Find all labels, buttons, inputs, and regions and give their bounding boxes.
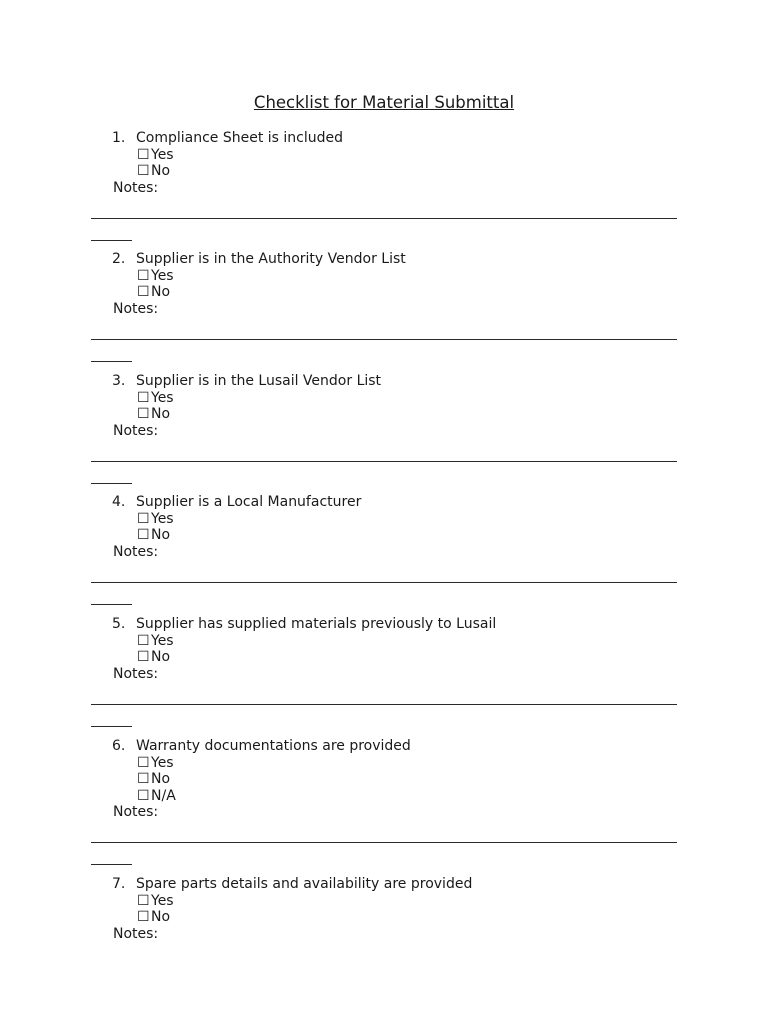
option-label: No: [151, 163, 171, 179]
item-number: 4.: [112, 494, 126, 510]
option-label: No: [151, 406, 171, 422]
option-no[interactable]: [137, 771, 170, 788]
notes-line-continuation[interactable]: [91, 604, 132, 605]
option-yes[interactable]: [137, 147, 174, 164]
item-number: 6.: [112, 738, 126, 754]
item-question: Warranty documentations are provided: [136, 738, 411, 754]
option-n-a[interactable]: [137, 788, 176, 805]
option-label: No: [151, 649, 171, 665]
option-label: Yes: [151, 754, 174, 771]
item-question: Spare parts details and availability are provided: [136, 876, 473, 892]
notes-line-continuation[interactable]: [91, 240, 132, 241]
checkbox-icon[interactable]: ☐: [137, 389, 150, 406]
item-question: Compliance Sheet is included: [136, 130, 344, 146]
item-question: Supplier is in the Lusail Vendor List: [136, 373, 382, 389]
item-number: 1.: [112, 130, 126, 146]
checkbox-icon[interactable]: ☐: [137, 909, 150, 925]
option-yes[interactable]: [137, 893, 174, 910]
option-no[interactable]: [137, 649, 170, 666]
notes-label: Notes:: [113, 422, 159, 439]
option-no[interactable]: [137, 284, 170, 301]
notes-line-continuation[interactable]: [91, 483, 132, 484]
option-label: Yes: [151, 632, 174, 649]
checkbox-icon[interactable]: ☐: [137, 649, 150, 665]
checkbox-icon[interactable]: ☐: [137, 787, 150, 804]
notes-line[interactable]: [91, 218, 677, 219]
option-label: No: [151, 909, 171, 925]
option-label: No: [151, 771, 171, 787]
notes-line[interactable]: [91, 582, 677, 583]
item-number: 7.: [112, 876, 126, 892]
item-question: Supplier is a Local Manufacturer: [136, 494, 362, 510]
option-label: Yes: [151, 146, 174, 163]
notes-line-continuation[interactable]: [91, 726, 132, 727]
checkbox-icon[interactable]: ☐: [137, 632, 150, 649]
item-question: Supplier is in the Authority Vendor List: [136, 251, 406, 267]
option-no[interactable]: [137, 406, 170, 423]
option-no[interactable]: [137, 163, 170, 180]
checkbox-icon[interactable]: ☐: [137, 510, 150, 527]
option-yes[interactable]: [137, 268, 174, 285]
item-number: 2.: [112, 251, 126, 267]
notes-line-continuation[interactable]: [91, 864, 132, 865]
notes-line[interactable]: [91, 704, 677, 705]
checkbox-icon[interactable]: ☐: [137, 754, 150, 771]
checkbox-icon[interactable]: ☐: [137, 527, 150, 543]
notes-label: Notes:: [113, 804, 159, 820]
option-label: Yes: [151, 892, 174, 909]
item-number: 3.: [112, 373, 126, 389]
checkbox-icon[interactable]: ☐: [137, 771, 150, 787]
notes-label: Notes:: [113, 300, 159, 317]
option-yes[interactable]: [137, 511, 174, 528]
option-label: Yes: [151, 389, 174, 406]
notes-line[interactable]: [91, 339, 677, 340]
option-label: No: [151, 527, 171, 543]
option-yes[interactable]: [137, 390, 174, 407]
notes-label: Notes:: [113, 543, 159, 560]
option-no[interactable]: [137, 527, 170, 544]
item-number: 5.: [112, 616, 126, 632]
item-question: Supplier has supplied materials previously to Lusail: [136, 616, 497, 632]
option-yes[interactable]: [137, 633, 174, 650]
notes-label: Notes:: [113, 925, 159, 942]
checkbox-icon[interactable]: ☐: [137, 892, 150, 909]
notes-label: Notes:: [113, 665, 159, 682]
option-no[interactable]: [137, 909, 170, 926]
option-label: N/A: [151, 787, 176, 804]
checkbox-icon[interactable]: ☐: [137, 284, 150, 300]
option-yes[interactable]: [137, 755, 174, 772]
option-label: Yes: [151, 510, 174, 527]
checkbox-icon[interactable]: ☐: [137, 146, 150, 163]
checkbox-icon[interactable]: ☐: [137, 406, 150, 422]
checkbox-icon[interactable]: ☐: [137, 163, 150, 179]
notes-label: Notes:: [113, 179, 159, 196]
checkbox-icon[interactable]: ☐: [137, 267, 150, 284]
notes-line-continuation[interactable]: [91, 361, 132, 362]
option-label: Yes: [151, 267, 174, 284]
option-label: No: [151, 284, 171, 300]
notes-line[interactable]: [91, 842, 677, 843]
page-title: Checklist for Material Submittal: [253, 93, 515, 112]
notes-line[interactable]: [91, 461, 677, 462]
